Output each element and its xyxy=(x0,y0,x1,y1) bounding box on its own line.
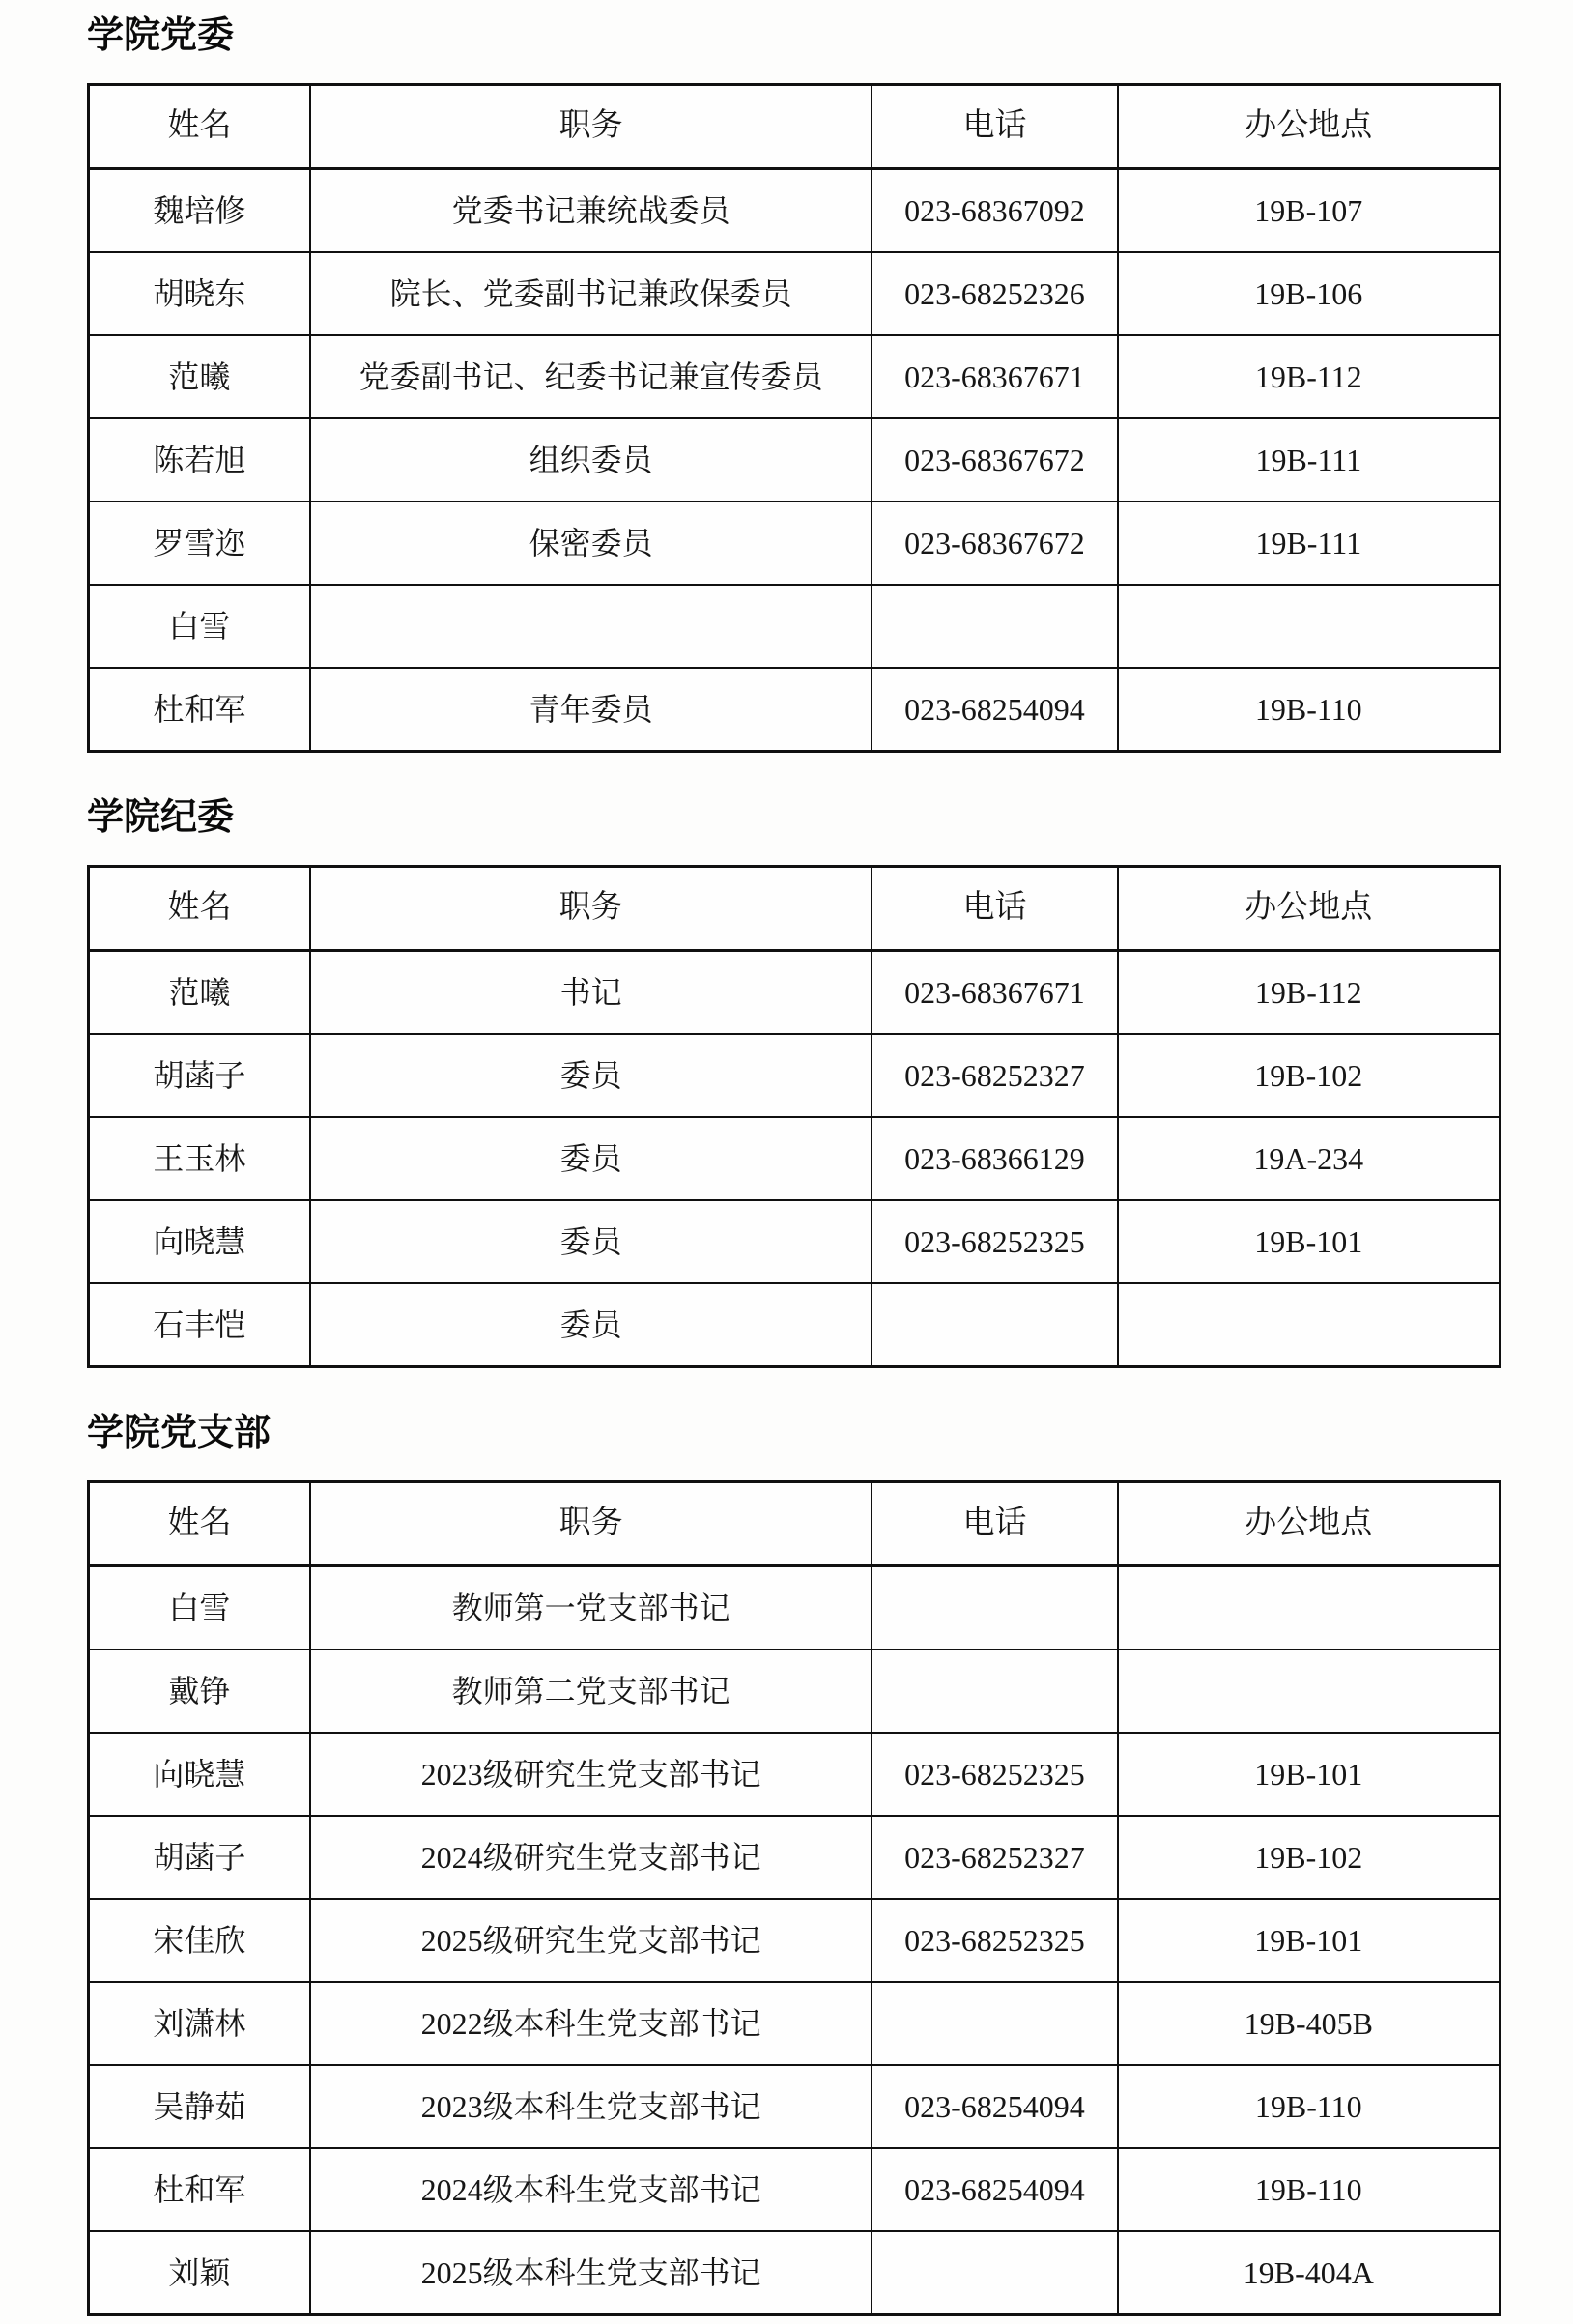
cell-office xyxy=(1118,1566,1501,1650)
header-row xyxy=(89,85,1501,169)
cell-phone: 023-68254094 xyxy=(872,668,1117,752)
cell-phone xyxy=(872,1283,1117,1367)
table-row xyxy=(89,1816,1501,1899)
column-header: 职务 xyxy=(310,1482,872,1566)
cell-name: 王玉林 xyxy=(89,1117,310,1200)
cell-phone: 023-68366129 xyxy=(872,1117,1117,1200)
cell-phone: 023-68252325 xyxy=(872,1200,1117,1283)
contact-section xyxy=(87,15,1503,753)
cell-office: 19A-234 xyxy=(1118,1117,1501,1200)
cell-phone xyxy=(872,585,1117,668)
column-header: 办公地点 xyxy=(1118,85,1501,169)
cell-position: 2022级本科生党支部书记 xyxy=(310,1982,872,2065)
column-header: 姓名 xyxy=(89,867,310,951)
cell-name: 戴铮 xyxy=(89,1650,310,1733)
table-row xyxy=(89,335,1501,418)
cell-name: 吴静茹 xyxy=(89,2065,310,2148)
cell-phone: 023-68252325 xyxy=(872,1899,1117,1982)
table-row xyxy=(89,1650,1501,1733)
section-title: 学院党支部 xyxy=(87,1413,272,1453)
cell-office: 19B-107 xyxy=(1118,169,1501,253)
cell-position: 书记 xyxy=(310,951,872,1035)
cell-position: 组织委员 xyxy=(310,418,872,502)
cell-position: 2023级研究生党支部书记 xyxy=(310,1733,872,1816)
cell-phone: 023-68367671 xyxy=(872,335,1117,418)
cell-position: 党委书记兼统战委员 xyxy=(310,169,872,253)
cell-office: 19B-111 xyxy=(1118,418,1501,502)
cell-position: 教师第二党支部书记 xyxy=(310,1650,872,1733)
cell-position: 2025级本科生党支部书记 xyxy=(310,2231,872,2315)
cell-position: 2025级研究生党支部书记 xyxy=(310,1899,872,1982)
cell-office: 19B-102 xyxy=(1118,1034,1501,1117)
cell-phone: 023-68367671 xyxy=(872,951,1117,1035)
cell-office: 19B-110 xyxy=(1118,2148,1501,2231)
cell-office: 19B-112 xyxy=(1118,951,1501,1035)
cell-name: 范曦 xyxy=(89,951,310,1035)
cell-position: 2023级本科生党支部书记 xyxy=(310,2065,872,2148)
header-row xyxy=(89,1482,1501,1566)
section-title: 学院党委 xyxy=(87,15,235,56)
cell-name: 白雪 xyxy=(89,1566,310,1650)
table-row xyxy=(89,1117,1501,1200)
table-row xyxy=(89,169,1501,253)
column-header: 办公地点 xyxy=(1118,867,1501,951)
column-header: 电话 xyxy=(872,1482,1117,1566)
table-row xyxy=(89,418,1501,502)
contact-table xyxy=(87,83,1502,753)
cell-position: 院长、党委副书记兼政保委员 xyxy=(310,252,872,335)
cell-name: 胡晓东 xyxy=(89,252,310,335)
cell-position: 委员 xyxy=(310,1117,872,1200)
cell-position: 2024级本科生党支部书记 xyxy=(310,2148,872,2231)
cell-name: 刘潇林 xyxy=(89,1982,310,2065)
cell-office: 19B-404A xyxy=(1118,2231,1501,2315)
header-row xyxy=(89,867,1501,951)
cell-phone xyxy=(872,1982,1117,2065)
table-row xyxy=(89,2148,1501,2231)
column-header: 办公地点 xyxy=(1118,1482,1501,1566)
column-header: 姓名 xyxy=(89,1482,310,1566)
table-row xyxy=(89,252,1501,335)
table-row xyxy=(89,1200,1501,1283)
cell-office: 19B-101 xyxy=(1118,1200,1501,1283)
cell-position: 青年委员 xyxy=(310,668,872,752)
cell-position: 保密委员 xyxy=(310,502,872,585)
cell-phone xyxy=(872,1650,1117,1733)
cell-position: 委员 xyxy=(310,1034,872,1117)
table-row xyxy=(89,1733,1501,1816)
cell-office xyxy=(1118,585,1501,668)
table-row xyxy=(89,585,1501,668)
cell-office: 19B-110 xyxy=(1118,668,1501,752)
cell-position xyxy=(310,585,872,668)
cell-office: 19B-111 xyxy=(1118,502,1501,585)
cell-name: 刘颖 xyxy=(89,2231,310,2315)
cell-phone: 023-68254094 xyxy=(872,2065,1117,2148)
table-row xyxy=(89,1034,1501,1117)
cell-phone xyxy=(872,1566,1117,1650)
cell-name: 杜和军 xyxy=(89,668,310,752)
cell-position: 2024级研究生党支部书记 xyxy=(310,1816,872,1899)
cell-position: 委员 xyxy=(310,1283,872,1367)
table-row xyxy=(89,2065,1501,2148)
cell-name: 向晓慧 xyxy=(89,1200,310,1283)
cell-name: 石丰恺 xyxy=(89,1283,310,1367)
table-row xyxy=(89,951,1501,1035)
cell-phone: 023-68367672 xyxy=(872,502,1117,585)
cell-name: 杜和军 xyxy=(89,2148,310,2231)
table-row xyxy=(89,1982,1501,2065)
cell-name: 魏培修 xyxy=(89,169,310,253)
cell-office: 19B-101 xyxy=(1118,1899,1501,1982)
cell-name: 胡菡子 xyxy=(89,1816,310,1899)
cell-name: 罗雪迩 xyxy=(89,502,310,585)
column-header: 职务 xyxy=(310,867,872,951)
cell-phone: 023-68367672 xyxy=(872,418,1117,502)
contact-section xyxy=(87,797,1503,1368)
cell-position: 教师第一党支部书记 xyxy=(310,1566,872,1650)
cell-office: 19B-405B xyxy=(1118,1982,1501,2065)
cell-phone: 023-68254094 xyxy=(872,2148,1117,2231)
table-row xyxy=(89,502,1501,585)
cell-phone: 023-68252326 xyxy=(872,252,1117,335)
cell-office: 19B-106 xyxy=(1118,252,1501,335)
table-row xyxy=(89,1566,1501,1650)
cell-position: 党委副书记、纪委书记兼宣传委员 xyxy=(310,335,872,418)
section-title: 学院纪委 xyxy=(87,797,235,838)
cell-position: 委员 xyxy=(310,1200,872,1283)
table-row xyxy=(89,2231,1501,2315)
cell-phone: 023-68252325 xyxy=(872,1733,1117,1816)
cell-name: 白雪 xyxy=(89,585,310,668)
cell-phone: 023-68367092 xyxy=(872,169,1117,253)
cell-office: 19B-101 xyxy=(1118,1733,1501,1816)
table-row xyxy=(89,1283,1501,1367)
cell-office xyxy=(1118,1283,1501,1367)
contact-section xyxy=(87,1413,1503,2316)
cell-office: 19B-102 xyxy=(1118,1816,1501,1899)
cell-phone xyxy=(872,2231,1117,2315)
cell-name: 向晓慧 xyxy=(89,1733,310,1816)
cell-office: 19B-112 xyxy=(1118,335,1501,418)
cell-name: 范曦 xyxy=(89,335,310,418)
cell-phone: 023-68252327 xyxy=(872,1034,1117,1117)
column-header: 姓名 xyxy=(89,85,310,169)
cell-name: 陈若旭 xyxy=(89,418,310,502)
column-header: 职务 xyxy=(310,85,872,169)
cell-phone: 023-68252327 xyxy=(872,1816,1117,1899)
cell-office xyxy=(1118,1650,1501,1733)
cell-office: 19B-110 xyxy=(1118,2065,1501,2148)
sections-container xyxy=(87,15,1503,2316)
cell-name: 胡菡子 xyxy=(89,1034,310,1117)
column-header: 电话 xyxy=(872,867,1117,951)
column-header: 电话 xyxy=(872,85,1117,169)
table-row xyxy=(89,668,1501,752)
contact-table xyxy=(87,865,1502,1368)
contact-table xyxy=(87,1480,1502,2316)
table-row xyxy=(89,1899,1501,1982)
cell-name: 宋佳欣 xyxy=(89,1899,310,1982)
